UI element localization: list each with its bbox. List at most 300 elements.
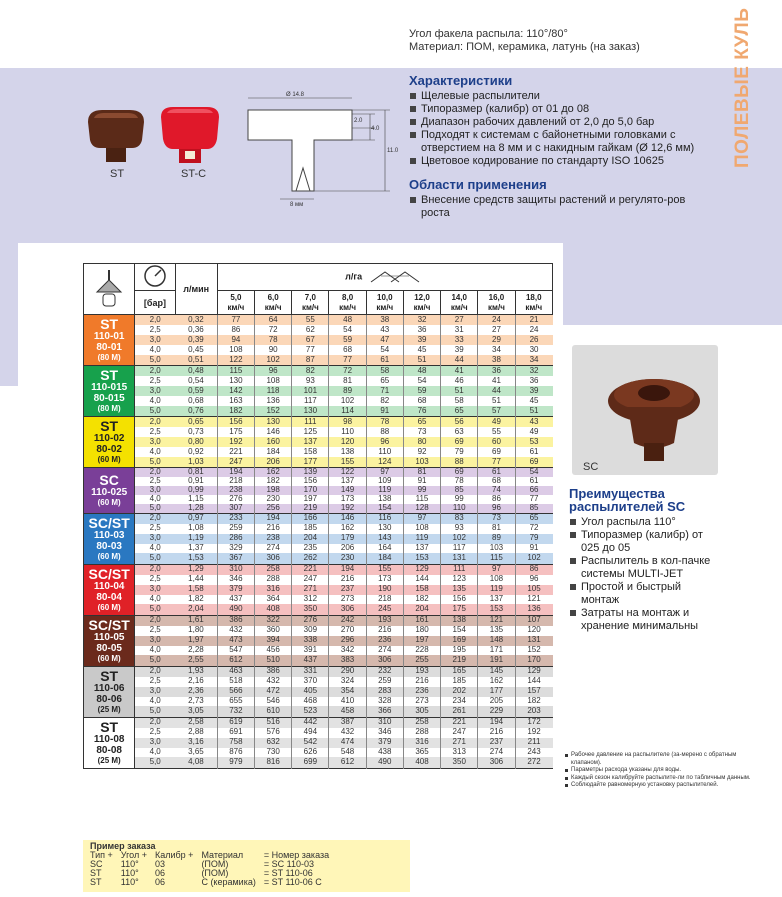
rate-cell: 156 <box>217 417 254 428</box>
rate-cell: 61 <box>366 355 403 366</box>
rate-cell: 123 <box>441 575 478 585</box>
table-row <box>84 427 553 437</box>
nozzle-technical-drawing <box>240 88 400 208</box>
rate-cell: 273 <box>403 697 440 707</box>
table-row <box>84 646 553 656</box>
table-row <box>84 636 553 646</box>
rate-cell: 128 <box>403 504 440 513</box>
rate-cell: 350 <box>292 604 329 615</box>
rate-cell: 245 <box>366 604 403 615</box>
flow-cell: 1,80 <box>175 626 217 636</box>
flow-cell: 1,03 <box>175 457 217 468</box>
nozzle-type: SC/ST <box>88 514 130 531</box>
nozzle-type: ST <box>100 316 119 332</box>
nozzle-type: SC/ST <box>88 616 130 633</box>
list-item: Простой и быстрый монтаж <box>569 581 719 607</box>
table-row <box>84 717 553 728</box>
table-row <box>84 513 553 524</box>
rate-cell: 142 <box>217 386 254 396</box>
rate-cell: 79 <box>515 534 552 544</box>
spray-angle-line: Угол факела распыла: 110°/80° <box>409 28 568 40</box>
rate-cell: 102 <box>515 553 552 564</box>
rate-cell: 51 <box>478 396 515 406</box>
table-row <box>84 595 553 605</box>
rate-cell: 66 <box>515 486 552 495</box>
rate-cell: 108 <box>217 345 254 355</box>
rate-cell: 30 <box>515 345 552 355</box>
flow-cell: 2,73 <box>175 697 217 707</box>
rate-cell: 102 <box>255 355 292 366</box>
rate-cell: 468 <box>292 697 329 707</box>
rate-cell: 88 <box>366 427 403 437</box>
list-item: Цветовое кодирование по стандарту ISO 10625 <box>409 155 724 168</box>
flow-cell: 0,54 <box>175 376 217 386</box>
rate-cell: 272 <box>515 757 552 768</box>
advantages-title: Преимущества распылителей SC <box>569 486 686 514</box>
rate-cell: 78 <box>366 417 403 428</box>
nozzle-size: 80-03 <box>96 540 122 552</box>
table-row <box>84 564 553 575</box>
speed-header <box>515 291 552 315</box>
rate-cell: 93 <box>292 376 329 386</box>
rate-cell: 103 <box>478 544 515 554</box>
spray-nozzle-icon <box>94 268 124 308</box>
rate-cell: 129 <box>403 564 440 575</box>
flow-cell: 0,68 <box>175 396 217 406</box>
nozzle-st-label: ST <box>110 168 125 180</box>
rate-cell: 198 <box>255 486 292 495</box>
table-row <box>84 495 553 504</box>
rate-cell: 394 <box>255 636 292 646</box>
nozzle-type: SC/ST <box>88 565 130 582</box>
speed-unit: км/ч <box>488 302 505 312</box>
rate-cell: 43 <box>366 325 403 335</box>
rate-cell: 305 <box>403 706 440 717</box>
rate-cell: 51 <box>403 355 440 366</box>
pressure-cell: 2,0 <box>135 666 175 677</box>
rate-cell: 67 <box>292 335 329 345</box>
rate-cell: 21 <box>515 315 552 326</box>
rate-cell: 144 <box>515 677 552 687</box>
applications-list <box>409 194 709 220</box>
rate-cell: 76 <box>403 406 440 417</box>
rate-cell: 103 <box>403 457 440 468</box>
rate-cell: 91 <box>515 544 552 554</box>
rate-cell: 146 <box>255 427 292 437</box>
list-item: Затраты на монтаж и хранение минимальны <box>569 607 719 633</box>
rate-cell: 312 <box>292 595 329 605</box>
rate-cell: 57 <box>478 406 515 417</box>
nozzle-size: 80-04 <box>96 591 122 603</box>
rate-cell: 216 <box>255 524 292 534</box>
rate-cell: 68 <box>478 477 515 486</box>
rate-cell: 184 <box>255 447 292 457</box>
rate-cell: 354 <box>329 687 366 697</box>
flow-cell: 1,93 <box>175 666 217 677</box>
rate-cell: 548 <box>329 748 366 758</box>
nozzle-mesh: (60 M) <box>97 551 121 561</box>
rate-cell: 173 <box>329 495 366 504</box>
flow-cell: 0,76 <box>175 406 217 417</box>
order-cell: 110° <box>120 868 139 878</box>
rate-cell: 87 <box>292 355 329 366</box>
rate-cell: 366 <box>366 706 403 717</box>
rate-cell: 191 <box>478 655 515 666</box>
flow-cell: 3,16 <box>175 738 217 748</box>
rate-cell: 410 <box>329 697 366 707</box>
rate-cell: 230 <box>255 495 292 504</box>
rate-cell: 36 <box>478 366 515 377</box>
nozzle-size: 80-01 <box>96 342 122 353</box>
nozzle-type: ST <box>100 667 119 684</box>
rate-cell: 144 <box>403 575 440 585</box>
rate-cell: 221 <box>441 717 478 728</box>
table-row <box>84 417 553 428</box>
rate-cell: 391 <box>292 646 329 656</box>
rate-cell: 195 <box>441 646 478 656</box>
rate-cell: 472 <box>255 687 292 697</box>
pressure-cell: 2,0 <box>135 615 175 626</box>
order-cell: SC <box>90 859 103 869</box>
pressure-cell: 3,0 <box>135 585 175 595</box>
rate-cell: 59 <box>329 335 366 345</box>
rate-cell: 259 <box>217 524 254 534</box>
rate-cell: 229 <box>478 706 515 717</box>
flow-cell: 1,15 <box>175 495 217 504</box>
nozzle-size: 110-015 <box>91 382 128 393</box>
rate-cell: 216 <box>478 728 515 738</box>
pressure-cell: 2,0 <box>135 717 175 728</box>
flow-cell: 0,59 <box>175 386 217 396</box>
rate-cell: 274 <box>255 544 292 554</box>
rate-cell: 61 <box>478 468 515 477</box>
flow-cell: 0,91 <box>175 477 217 486</box>
flow-cell: 0,81 <box>175 468 217 477</box>
speed-header <box>255 291 292 315</box>
rate-cell: 122 <box>329 468 366 477</box>
rate-cell: 161 <box>403 615 440 626</box>
pressure-cell: 2,5 <box>135 626 175 636</box>
flow-cell: 2,04 <box>175 604 217 615</box>
rate-cell: 108 <box>478 575 515 585</box>
rate-cell: 273 <box>329 595 366 605</box>
speed-unit: км/ч <box>376 302 394 312</box>
rate-cell: 143 <box>366 534 403 544</box>
rate-cell: 170 <box>292 486 329 495</box>
rate-cell: 328 <box>366 697 403 707</box>
rate-cell: 331 <box>292 666 329 677</box>
rate-cell: 71 <box>366 386 403 396</box>
footnote: Каждый сезон калибруйте распылите-ли по табличным данным. <box>565 775 765 783</box>
rate-cell: 387 <box>329 717 366 728</box>
pressure-cell: 5,0 <box>135 504 175 513</box>
flow-header: л/мин <box>175 264 217 315</box>
flow-cell: 0,39 <box>175 335 217 345</box>
table-row <box>84 738 553 748</box>
spray-pattern-icon <box>365 270 425 284</box>
rate-cell: 310 <box>217 564 254 575</box>
rate-cell: 193 <box>403 666 440 677</box>
rate-cell: 313 <box>441 748 478 758</box>
flow-cell: 0,36 <box>175 325 217 335</box>
rate-cell: 114 <box>329 406 366 417</box>
height-label-1: 2.0 <box>354 118 363 124</box>
height-label-3: 11.0 <box>387 148 399 154</box>
rate-cell: 80 <box>403 437 440 447</box>
rate-cell: 655 <box>217 697 254 707</box>
rate-cell: 62 <box>292 325 329 335</box>
nozzle-size: 80-06 <box>96 693 122 705</box>
table-row <box>84 406 553 417</box>
rate-cell: 65 <box>403 417 440 428</box>
pressure-cell: 5,0 <box>135 406 175 417</box>
flow-cell: 1,29 <box>175 564 217 575</box>
rate-cell: 632 <box>255 738 292 748</box>
rate-cell: 86 <box>478 495 515 504</box>
rate-cell: 38 <box>478 355 515 366</box>
rate-cell: 316 <box>255 585 292 595</box>
rate-cell: 65 <box>366 376 403 386</box>
rate-cell: 90 <box>255 345 292 355</box>
order-cell: 110° <box>120 859 139 869</box>
rate-cell: 153 <box>478 604 515 615</box>
rate-cell: 306 <box>329 604 366 615</box>
rate-cell: 177 <box>478 687 515 697</box>
advantages-section <box>569 487 719 633</box>
rate-cell: 566 <box>217 687 254 697</box>
rate-cell: 96 <box>515 575 552 585</box>
rate-cell: 165 <box>441 666 478 677</box>
rate-cell: 154 <box>366 504 403 513</box>
rate-cell: 99 <box>403 486 440 495</box>
rate-cell: 53 <box>515 437 552 447</box>
rate-cell: 261 <box>441 706 478 717</box>
nozzle-mesh: (60 M) <box>97 455 121 464</box>
rate-cell: 136 <box>255 396 292 406</box>
rate-cell: 96 <box>255 366 292 377</box>
rate-cell: 63 <box>441 427 478 437</box>
rate-cell: 77 <box>515 495 552 504</box>
nozzle-size: 80-05 <box>96 642 122 654</box>
rate-cell: 247 <box>292 575 329 585</box>
flow-cell: 0,32 <box>175 315 217 326</box>
rate-cell: 510 <box>255 655 292 666</box>
rate-cell: 405 <box>292 687 329 697</box>
rate-cell: 175 <box>217 427 254 437</box>
rate-cell: 192 <box>217 437 254 447</box>
pressure-cell: 3,0 <box>135 738 175 748</box>
pressure-cell: 2,0 <box>135 513 175 524</box>
rate-cell: 162 <box>478 677 515 687</box>
flow-cell: 0,51 <box>175 355 217 366</box>
rate-cell: 81 <box>478 524 515 534</box>
rate-cell: 44 <box>441 355 478 366</box>
rate-cell: 177 <box>292 457 329 468</box>
flow-cell: 1,08 <box>175 524 217 534</box>
speed-header <box>403 291 440 315</box>
pressure-cell: 2,5 <box>135 376 175 386</box>
rate-cell: 56 <box>441 417 478 428</box>
rate-cell: 474 <box>329 738 366 748</box>
rate-cell: 91 <box>366 406 403 417</box>
rate-cell: 219 <box>292 504 329 513</box>
rate-cell: 97 <box>403 513 440 524</box>
flow-cell: 1,82 <box>175 595 217 605</box>
speed-value: 7,0 <box>304 292 316 302</box>
rate-cell: 115 <box>478 553 515 564</box>
rate-cell: 610 <box>255 706 292 717</box>
flow-cell: 0,99 <box>175 486 217 495</box>
pressure-cell: 5,0 <box>135 553 175 564</box>
rate-cell: 182 <box>515 697 552 707</box>
nozzle-size: 110-025 <box>91 486 128 498</box>
rate-cell: 137 <box>329 477 366 486</box>
rate-cell: 120 <box>515 626 552 636</box>
rate-cell: 238 <box>217 486 254 495</box>
nozzle-type-header <box>84 264 135 315</box>
rate-cell: 185 <box>441 677 478 687</box>
rate-cell: 204 <box>403 604 440 615</box>
nozzle-code-cell <box>84 564 135 615</box>
pressure-cell: 4,0 <box>135 748 175 758</box>
rate-cell: 274 <box>478 748 515 758</box>
nozzle-mesh: (60 M) <box>97 497 121 507</box>
rate-cell: 194 <box>478 717 515 728</box>
rate-cell: 276 <box>292 615 329 626</box>
flow-cell: 1,58 <box>175 585 217 595</box>
rate-cell: 125 <box>292 427 329 437</box>
order-cell: ST <box>90 868 102 878</box>
table-row <box>84 376 553 386</box>
table-row <box>84 396 553 406</box>
rate-cell: 96 <box>478 504 515 513</box>
rate-cell: 437 <box>217 595 254 605</box>
rate-cell: 383 <box>329 655 366 666</box>
rate-cell: 296 <box>329 636 366 646</box>
order-head-size: Калибр + <box>154 850 194 860</box>
rate-cell: 39 <box>441 345 478 355</box>
table-row <box>84 604 553 615</box>
speed-value: 8,0 <box>342 292 354 302</box>
nozzle-size: 110-02 <box>93 433 125 444</box>
rate-cell: 216 <box>403 677 440 687</box>
rate-cell: 130 <box>366 524 403 534</box>
rate-cell: 94 <box>217 335 254 345</box>
rate-cell: 234 <box>441 697 478 707</box>
rate-cell: 24 <box>478 315 515 326</box>
pressure-cell: 5,0 <box>135 706 175 717</box>
rate-cell: 85 <box>515 504 552 513</box>
rate-cell: 33 <box>441 335 478 345</box>
rate-cell: 360 <box>255 626 292 636</box>
rate-cell: 130 <box>217 376 254 386</box>
order-cell: 110° <box>120 877 139 887</box>
rate-cell: 27 <box>441 315 478 326</box>
list-item: Диапазон рабочих давлений от 2,0 до 5,0 бар <box>409 116 724 129</box>
rate-cell: 182 <box>217 406 254 417</box>
flow-cell: 1,19 <box>175 534 217 544</box>
speed-unit: км/ч <box>301 302 319 312</box>
rate-cell: 463 <box>217 666 254 677</box>
rate-cell: 626 <box>292 748 329 758</box>
rate-cell: 432 <box>255 677 292 687</box>
sc-nozzle-image <box>572 345 718 475</box>
order-cell: (ПОМ) <box>201 859 229 869</box>
table-row <box>84 706 553 717</box>
nozzle-mesh: (60 M) <box>97 602 121 612</box>
rate-cell: 370 <box>292 677 329 687</box>
rate-cell: 364 <box>255 595 292 605</box>
rate-cell: 432 <box>217 626 254 636</box>
rate-cell: 82 <box>292 366 329 377</box>
order-example-table <box>90 851 337 887</box>
rate-cell: 97 <box>478 564 515 575</box>
rate-cell: 175 <box>441 604 478 615</box>
rate-cell: 237 <box>329 585 366 595</box>
speed-unit: км/ч <box>339 302 356 312</box>
rate-cell: 34 <box>515 355 552 366</box>
flow-cell: 0,73 <box>175 427 217 437</box>
rate-cell: 115 <box>217 366 254 377</box>
rate-cell: 117 <box>292 396 329 406</box>
order-head-material: Материал <box>201 850 244 860</box>
rate-cell: 44 <box>478 386 515 396</box>
rate-cell: 39 <box>403 335 440 345</box>
speed-unit: км/ч <box>264 302 282 312</box>
rate-cell: 138 <box>366 495 403 504</box>
nozzle-mesh: (25 M) <box>97 755 121 765</box>
rate-cell: 68 <box>329 345 366 355</box>
rate-cell: 59 <box>403 386 440 396</box>
rate-cell: 619 <box>217 717 254 728</box>
rate-header <box>217 264 552 291</box>
rate-cell: 432 <box>329 728 366 738</box>
rate-cell: 55 <box>292 315 329 326</box>
rate-cell: 523 <box>292 706 329 717</box>
order-cell: 06 <box>154 877 165 887</box>
rate-cell: 54 <box>329 325 366 335</box>
footnote: Параметры расхода указаны для воды. <box>565 767 765 775</box>
rate-cell: 131 <box>515 636 552 646</box>
list-item: Внесение средств защиты растений и регулято-ров роста <box>409 194 709 220</box>
rate-cell: 130 <box>292 406 329 417</box>
table-row <box>84 386 553 396</box>
rate-cell: 732 <box>217 706 254 717</box>
rate-cell: 77 <box>217 315 254 326</box>
pressure-cell: 2,5 <box>135 325 175 335</box>
rate-cell: 72 <box>329 366 366 377</box>
nozzle-size: 110-04 <box>93 580 125 592</box>
rate-cell: 442 <box>292 717 329 728</box>
rate-cell: 98 <box>329 417 366 428</box>
table-row <box>84 585 553 595</box>
rate-cell: 162 <box>255 468 292 477</box>
rate-cell: 34 <box>478 345 515 355</box>
section-side-title: ПОЛЕВЫЕ КУЛЬ <box>732 8 753 169</box>
rate-cell: 163 <box>217 396 254 406</box>
pressure-cell: 4,0 <box>135 595 175 605</box>
rate-cell: 73 <box>403 427 440 437</box>
rate-cell: 99 <box>441 495 478 504</box>
nozzle-code-cell <box>84 315 135 366</box>
rate-cell: 119 <box>366 486 403 495</box>
rate-cell: 219 <box>441 655 478 666</box>
table-row <box>84 457 553 468</box>
rate-cell: 346 <box>217 575 254 585</box>
rate-cell: 456 <box>255 646 292 656</box>
rate-cell: 216 <box>329 575 366 585</box>
list-item: Распылитель в кол-пачке системы MULTI-JET <box>569 555 719 581</box>
